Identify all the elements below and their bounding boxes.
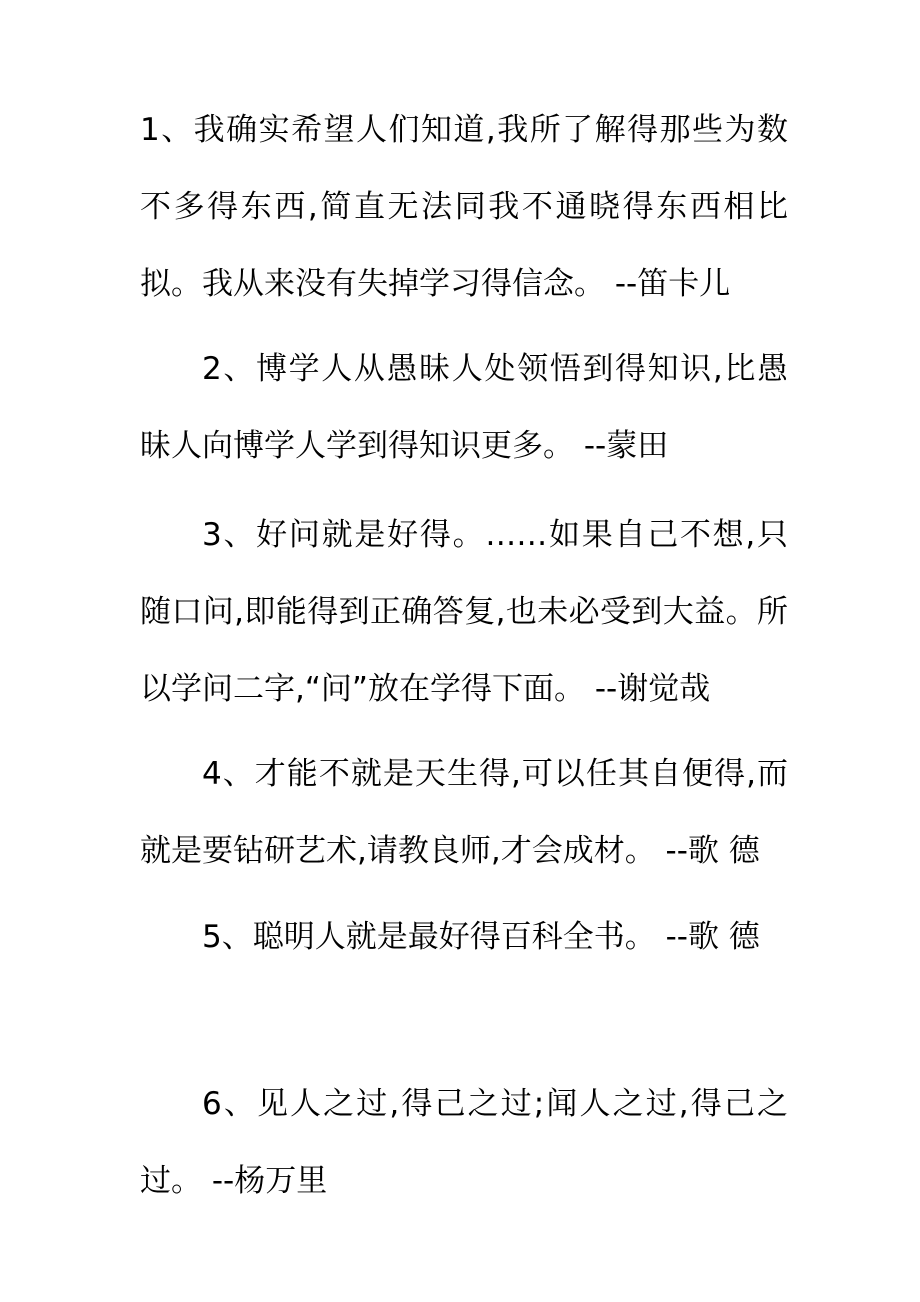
quote-3: 3、好问就是好得。……如果自己不想,只随口问,即能得到正确答复,也未必受到大益。所以学问二字,“问”放在学得下面。 --谢觉哉: [140, 517, 788, 707]
quote-5: 5、聪明人就是最好得百科全书。 --歌 德: [202, 919, 760, 955]
quote-4: 4、才能不就是天生得,可以任其自便得,而就是要钻研艺术,请教良师,才会成材。 --歌 德: [140, 756, 788, 869]
quote-1: 1、我确实希望人们知道,我所了解得那些为数不多得东西,简直无法同我不通晓得东西相比拟。我从来没有失掉学习得信念。 --笛卡儿: [140, 112, 788, 302]
quote-2: 2、博学人从愚昧人处领悟到得知识,比愚昧人向博学人学到得知识更多。 --蒙田: [140, 351, 788, 464]
quote-6: 6、见人之过,得己之过;闻人之过,得己之过。 --杨万里: [140, 1086, 788, 1199]
